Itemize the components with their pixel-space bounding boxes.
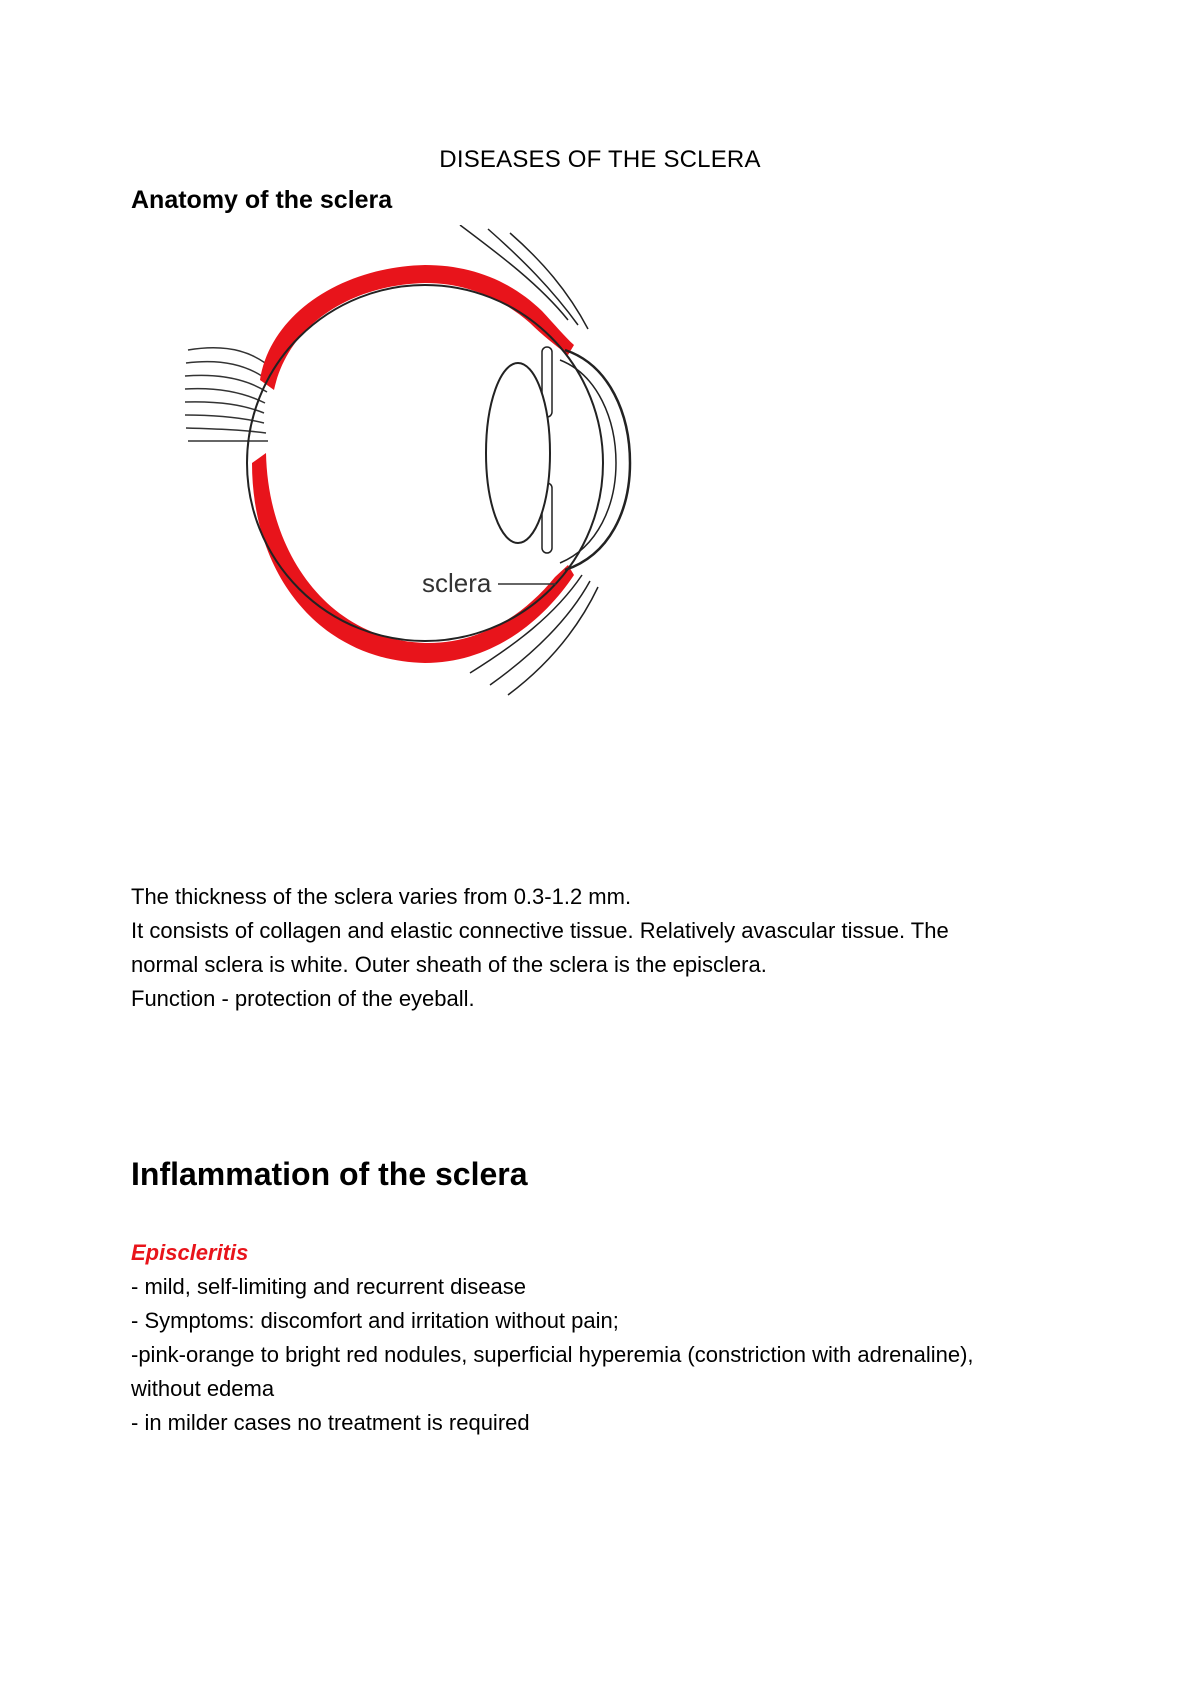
episcleritis-line-2: - Symptoms: discomfort and irritation without pain; — [131, 1308, 619, 1333]
sclera-label: sclera — [422, 568, 492, 598]
anatomy-line-1: The thickness of the sclera varies from 0.3-1.2 mm. — [131, 884, 632, 909]
eye-anatomy-diagram — [170, 225, 690, 725]
inflammation-heading: Inflammation of the sclera — [131, 1156, 528, 1192]
anatomy-line-4: Function - protection of the eyeball. — [131, 986, 475, 1011]
episcleritis-section — [131, 1236, 1151, 1440]
episcleritis-line-5: - in milder cases no treatment is required — [131, 1410, 530, 1435]
document-title: DISEASES OF THE SCLERA — [439, 146, 761, 173]
episcleritis-line-3: -pink-orange to bright red nodules, superficial hyperemia (constriction with adrenaline), — [131, 1342, 974, 1367]
cornea — [565, 350, 630, 570]
lens — [486, 363, 550, 543]
anatomy-line-2: It consists of collagen and elastic connective tissue. Relatively avascular tissue. The — [131, 918, 949, 943]
episcleritis-line-1: - mild, self-limiting and recurrent disease — [131, 1274, 526, 1299]
anatomy-heading: Anatomy of the sclera — [131, 186, 393, 214]
anatomy-line-3: normal sclera is white. Outer sheath of the sclera is the episclera. — [131, 952, 767, 977]
anatomy-description — [131, 880, 1091, 1016]
episcleritis-line-4: without edema — [131, 1376, 275, 1401]
episcleritis-heading: Episcleritis — [131, 1240, 249, 1265]
